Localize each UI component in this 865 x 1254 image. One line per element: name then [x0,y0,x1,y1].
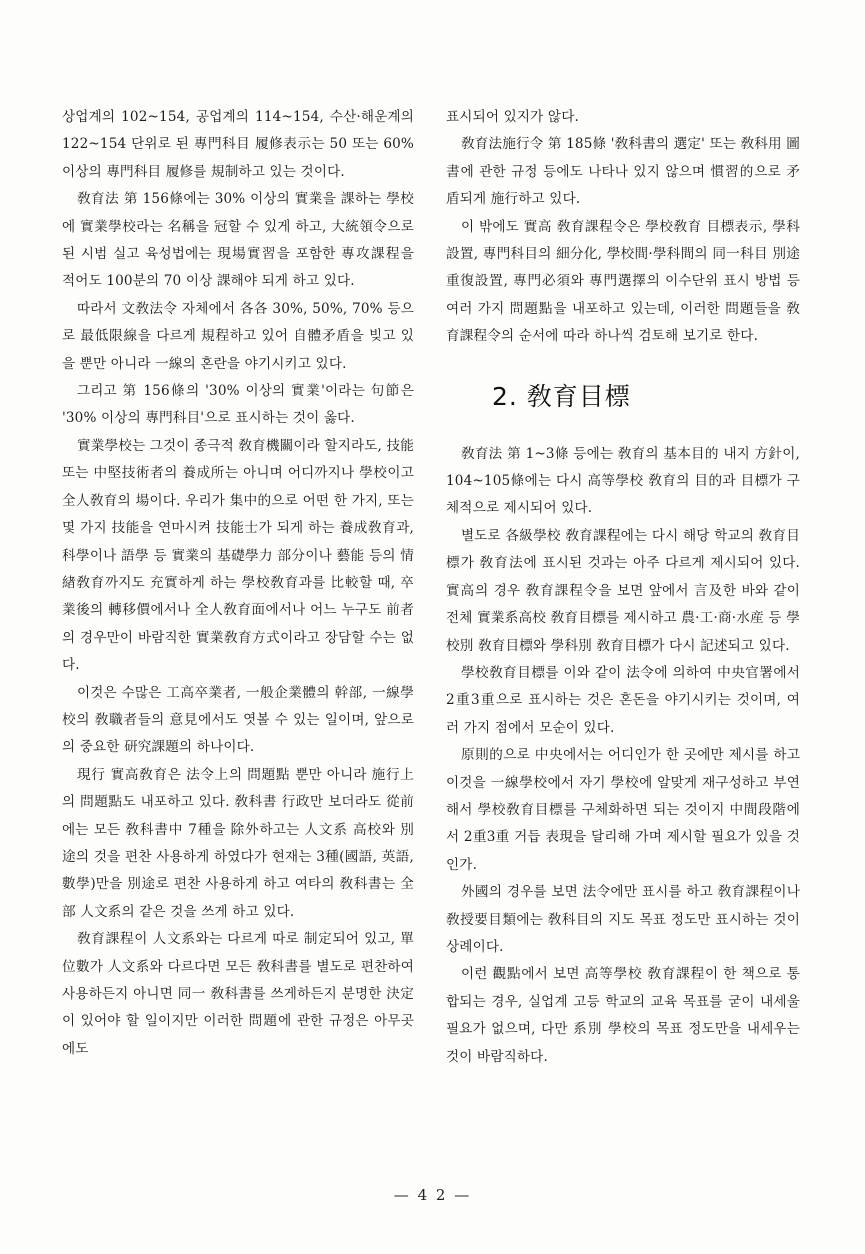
paragraph: 外國의 경우를 보면 法令에만 표시를 하고 敎育課程이나 敎授要目類에는 敎科目의 지도 목표 정도만 표시하는 것이 상례이다. [446,884,800,955]
section-heading: 2. 敎育目標 [492,381,631,411]
paragraph: 敎育法施行令 第 185條 '敎科書의 選定' 또는 敎科用 圖書에 관한 규정 등에도 나타나 있지 않으며 慣習的으로 矛盾되게 施行하고 있다. [446,136,800,208]
paragraph: 原則的으로 中央에서는 어디인가 한 곳에만 제시를 하고 이것을 一線學校에서 자기 學校에 알맞게 재구성하고 부연해서 學校敎育目標를 구체화하면 되는 것이지 中間段階에서 2重3重 거듭 表現을 달리해 가며 제시할 필요가 있을 것인가. [446,747,800,873]
paragraph: 그리고 第 156條의 '30% 이상의 實業'이라는 句節은 '30% 이상의 專門科目'으로 표시하는 것이 옳다. [62,383,414,427]
paragraph: 現行 實高敎育은 法令上의 問題點 뿐만 아니라 施行上의 問題點도 내포하고 있다. 敎科書 行政만 보더라도 從前에는 모든 敎科書中 7種을 除外하고는 人文系 高校와 別途의 것을 편찬 사용하게 하였다가 현재는 3種(國語, 英語, 數學)만을 別途로 편찬 사용하게 하고 여타의 敎科書는 全部 人文系의 같은 것을 쓰게 하고 있다. [62,766,414,920]
paragraph: 이 밖에도 實高 敎育課程令은 學校敎育 目標表示, 學科設置, 專門科目의 細分化, 學校間·學科間의 同一科目 別途重復設置, 專門必須와 專門選擇의 이수단위 표시 방법 등 여러 가지 問題點을 내포하고 있는데, 이러한 問題들을 敎育課程令의 순서에 따라 하나씩 검토해 보기로 한다. [446,218,800,345]
paragraph: 學校敎育目標를 이와 같이 法令에 의하여 中央官署에서 2重3重으로 표시하는 것은 혼돈을 야기시키는 것이며, 여러 가지 점에서 모순이 있다. [446,664,800,736]
page-number: — 4 2 — [393,1186,472,1204]
right-column [446,104,800,1071]
paragraph: 이것은 수많은 工高卒業者, 一般企業體의 幹部, 一線學校의 敎職者들의 意見에서도 엿볼 수 있는 일이며, 앞으로의 중요한 研究課題의 하나이다. [62,684,414,756]
paragraph: 이런 觀點에서 보면 高等學校 敎育課程이 한 책으로 통합되는 경우, 실업계 고등 학교의 교육 목표를 굳이 내세울 필요가 없으며, 다만 系別 學校의 목표 정도만을 내세우는 것이 바람직하다. [446,966,800,1065]
left-column [62,104,414,1063]
paragraph: 敎育法 第 1~3條 등에는 敎育의 基本目的 내지 方針이, 104~105條에는 다시 高等學校 敎育의 目的과 目標가 구체적으로 제시되어 있다. [446,445,800,517]
paragraph: 표시되어 있지가 않다. [446,109,579,125]
paragraph: 따라서 文敎法令 자체에서 各各 30%, 50%, 70% 등으로 最低限線을 다르게 規程하고 있어 自體矛盾을 빚고 있을 뿐만 아니라 一線의 혼란을 야기시키고 있다. [62,300,414,372]
paragraph: 實業學校는 그것이 종극적 敎育機關이라 할지라도, 技能 또는 中堅技術者의 養成所는 아니며 어디까지나 學校이고 全人敎育의 場이다. 우리가 集中的으로 어떤 한 가지, 또는 몇 가지 技能을 연마시켜 技能士가 되게 하는 養成敎育과, 科學이나 語學 등 實業의 基礎學力 部分이나 藝能 등의 情緖敎育까지도 充實하게 하는 學校敎育과를 比較할 때, 卒業後의 轉移價에서나 全人敎育面에서나 어느 누구도 前者의 경우만이 바람직한 實業敎育方式이라고 장담할 수는 없다. [62,437,414,674]
paragraph: 별도로 各級學校 敎育課程에는 다시 해당 학교의 敎育目標가 敎育法에 표시된 것과는 아주 다르게 제시되어 있다. 實高의 경우 敎育課程令을 보면 앞에서 言及한 바와 같이 전체 實業系高校 敎育目標를 제시하고 農·工·商·水産 등 學校別 敎育目標와 學科別 敎育目標가 다시 記述되고 있다. [446,527,800,654]
paragraph: 敎育課程이 人文系와는 다르게 따로 制定되어 있고, 單位數가 人文系와 다르다면 모든 敎科書를 별도로 편찬하여 사용하든지 아니면 同一 敎科書를 쓰게하든지 분명한 決定이 있어야 할 일이지만 이러한 問題에 관한 규정은 아무곳에도 [62,931,414,1057]
paragraph: 상업계의 102~154, 공업계의 114~154, 수산·해운계의 122~154 단위로 된 專門科目 履修表示는 50 또는 60% 이상의 專門科目 履修를 規制하고 있는 것이다. [62,109,414,180]
paragraph: 敎育法 第 156條에는 30% 이상의 實業을 課하는 學校에 實業學校라는 名稱을 冠할 수 있게 하고, 大統領令으로 된 시범 실고 육성법에는 現場實習을 포함한 專攻課程을 적어도 100분의 70 이상 課해야 되게 하고 있다. [62,191,414,290]
